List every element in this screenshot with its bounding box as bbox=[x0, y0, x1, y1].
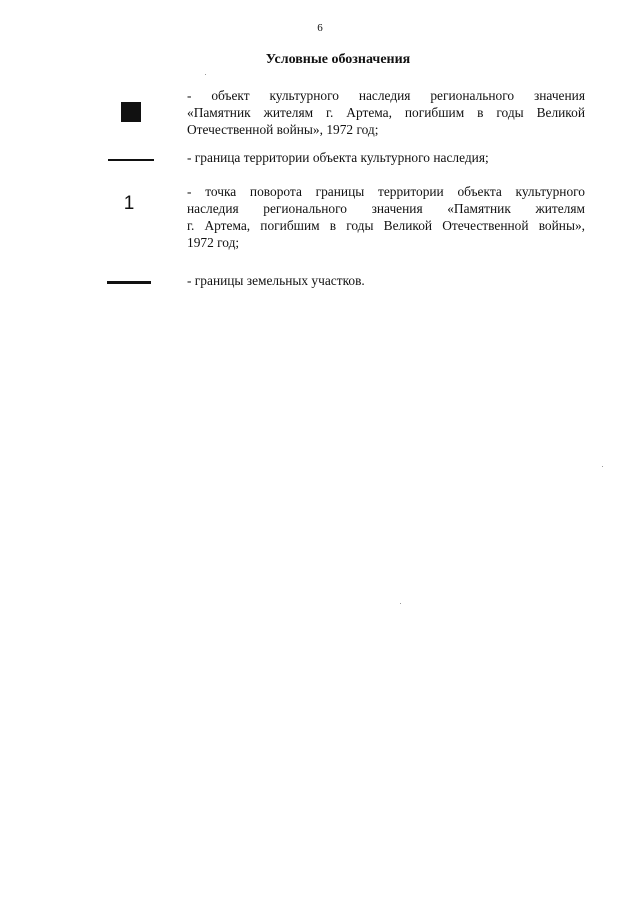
caption-line: - граница территории объекта культурного наследия; bbox=[187, 150, 489, 165]
scan-speck bbox=[602, 466, 603, 467]
thick-line-icon bbox=[107, 281, 151, 284]
scan-speck bbox=[205, 74, 206, 75]
caption-line: Отечественной войны», 1972 год; bbox=[187, 122, 379, 137]
point-number-icon: 1 bbox=[123, 193, 135, 214]
legend-title: Условные обозначения bbox=[265, 52, 411, 67]
caption-line: «Памятник жителям г. Артема, погибшим в годы Великой bbox=[187, 105, 585, 120]
caption-line: 1972 год; bbox=[187, 235, 240, 250]
caption-line: г. Артема, погибшим в годы Великой Отечественной войны», bbox=[187, 218, 585, 233]
legend-caption-land-plots bbox=[187, 272, 585, 289]
black-square-icon bbox=[121, 102, 141, 122]
thin-line-icon bbox=[108, 159, 154, 161]
caption-line: - точка поворота границы территории объекта культурного bbox=[187, 184, 585, 199]
scan-speck bbox=[400, 603, 401, 604]
caption-line: - границы земельных участков. bbox=[187, 273, 365, 288]
legend-caption-turning-point bbox=[187, 183, 585, 251]
page-number: 6 bbox=[317, 22, 323, 34]
caption-line: наследия регионального значения «Памятник жителям bbox=[187, 201, 585, 216]
caption-line: - объект культурного наследия регионального значения bbox=[187, 88, 585, 103]
legend-caption-territory-boundary bbox=[187, 149, 585, 166]
legend-caption-heritage-object bbox=[187, 87, 585, 138]
